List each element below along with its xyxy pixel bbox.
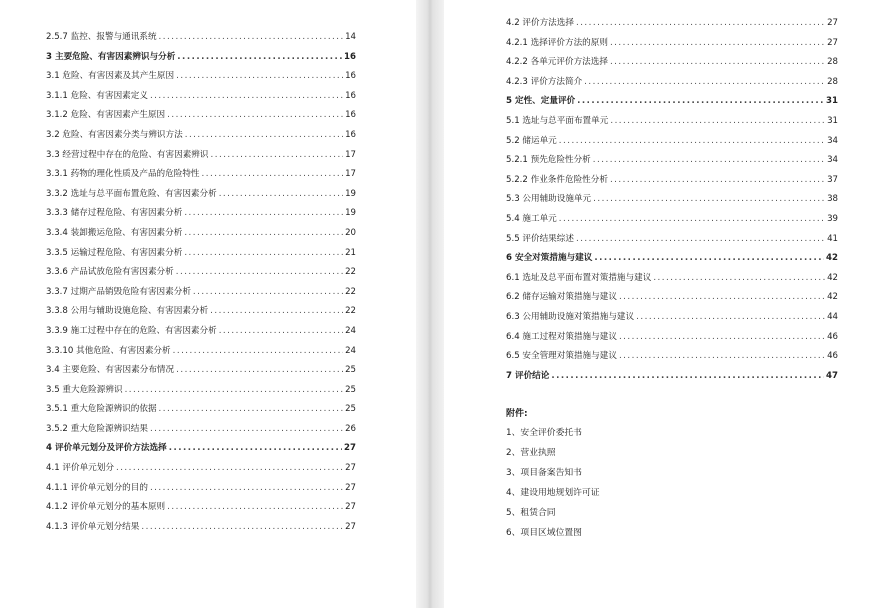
attachments-list xyxy=(506,425,600,545)
toc-entry xyxy=(46,265,356,285)
toc-entry xyxy=(46,148,356,168)
attachment-item: 5、租赁合同 xyxy=(506,508,556,518)
toc-entry-title: 5.2.2 作业条件危险性分析 xyxy=(506,174,608,185)
toc-page-number: 31 xyxy=(826,96,838,107)
toc-entry xyxy=(46,344,356,364)
toc-entry-title: 4.2.2 各单元评价方法选择 xyxy=(506,57,608,68)
toc-leader-dots xyxy=(594,253,824,263)
toc-entry xyxy=(46,304,356,324)
toc-leader-dots xyxy=(559,214,825,224)
toc-entry xyxy=(46,441,356,461)
toc-page-number: 22 xyxy=(345,267,356,278)
toc-page-number: 16 xyxy=(344,51,356,62)
toc-page-number: 27 xyxy=(827,18,838,28)
toc-entry xyxy=(46,402,356,422)
toc-page-number: 16 xyxy=(345,90,356,101)
toc-entry xyxy=(506,232,838,252)
toc-entry xyxy=(506,75,838,95)
toc-leader-dots xyxy=(219,326,343,336)
page-gutter xyxy=(416,0,444,608)
toc-entry xyxy=(46,285,356,305)
toc-entry-title: 2.5.7 监控、报警与通讯系统 xyxy=(46,32,157,42)
toc-leader-dots xyxy=(610,38,825,48)
toc-page-number: 27 xyxy=(344,443,356,454)
toc-entry-title: 4.1.1 评价单元划分的目的 xyxy=(46,482,148,493)
toc-leader-dots xyxy=(193,287,343,297)
toc-entry-title: 6.4 施工过程对策措施与建议 xyxy=(506,331,617,342)
toc-entry-title: 3.5.2 重大危险源辨识结果 xyxy=(46,423,148,434)
attachment-item: 2、营业执照 xyxy=(506,448,556,458)
toc-entry xyxy=(506,94,838,114)
toc-entry xyxy=(506,271,838,291)
toc-entry-title: 3.5.1 重大危险源辨识的依据 xyxy=(46,404,157,415)
toc-entry-title: 3.1 危险、有害因素及其产生原因 xyxy=(46,71,175,82)
toc-leader-dots xyxy=(169,443,342,453)
toc-page-number: 31 xyxy=(827,115,838,126)
toc-entry xyxy=(46,383,356,403)
attachment-item: 1、安全评价委托书 xyxy=(506,428,582,438)
toc-entry xyxy=(46,187,356,207)
toc-entry-title: 3.3.10 其他危险、有害因素分析 xyxy=(46,345,171,356)
toc-entry-title: 3.3.6 产品试放危险有害因素分析 xyxy=(46,267,174,278)
toc-leader-dots xyxy=(551,371,824,381)
toc-leader-dots xyxy=(610,116,825,126)
toc-leader-dots xyxy=(173,346,343,356)
toc-page-number: 27 xyxy=(345,502,356,513)
toc-leader-dots xyxy=(176,267,343,277)
attachment-item: 4、建设用地规划许可证 xyxy=(506,488,600,498)
toc-leader-dots xyxy=(576,18,825,28)
toc-page-number: 17 xyxy=(345,169,356,180)
table-of-contents-left xyxy=(46,30,356,539)
toc-page-number: 38 xyxy=(827,194,838,205)
toc-leader-dots xyxy=(619,351,825,361)
toc-entry-title: 3.3.8 公用与辅助设施危险、有害因素分析 xyxy=(46,306,209,317)
toc-leader-dots xyxy=(141,522,343,532)
toc-entry-title: 5.2 储运单元 xyxy=(506,135,557,146)
toc-entry xyxy=(46,30,356,50)
toc-entry xyxy=(506,369,838,389)
toc-page-number: 20 xyxy=(345,227,356,238)
toc-entry xyxy=(506,330,838,350)
toc-page-number: 37 xyxy=(827,174,838,185)
toc-entry-title: 5.2.1 预先危险性分析 xyxy=(506,155,591,166)
toc-leader-dots xyxy=(210,306,343,316)
toc-page-number: 25 xyxy=(345,384,356,395)
toc-entry xyxy=(506,212,838,232)
toc-page-number: 19 xyxy=(345,208,356,219)
toc-entry xyxy=(506,192,838,212)
toc-entry-title: 4 评价单元划分及评价方法选择 xyxy=(46,443,167,454)
toc-page-number: 16 xyxy=(345,129,356,140)
toc-entry xyxy=(506,16,838,36)
toc-leader-dots xyxy=(610,175,825,185)
toc-entry xyxy=(46,206,356,226)
toc-page-number: 39 xyxy=(827,213,838,224)
toc-page-number: 34 xyxy=(827,155,838,166)
toc-entry xyxy=(506,36,838,56)
toc-entry-title: 5.5 评价结果综述 xyxy=(506,233,574,244)
toc-page-number: 17 xyxy=(345,149,356,160)
toc-leader-dots xyxy=(619,292,825,302)
toc-entry xyxy=(46,167,356,187)
toc-leader-dots xyxy=(125,385,344,395)
toc-entry-title: 6 安全对策措施与建议 xyxy=(506,253,593,264)
toc-entry xyxy=(46,422,356,442)
document-page-right xyxy=(444,0,884,608)
toc-entry-title: 3.4 主要危险、有害因素分布情况 xyxy=(46,365,175,376)
toc-page-number: 27 xyxy=(345,463,356,474)
toc-leader-dots xyxy=(159,32,344,42)
toc-entry-title: 7 评价结论 xyxy=(506,370,550,381)
toc-page-number: 46 xyxy=(827,331,838,342)
toc-page-number: 27 xyxy=(345,521,356,532)
toc-entry-title: 6.5 安全管理对策措施与建议 xyxy=(506,351,617,362)
toc-page-number: 25 xyxy=(345,404,356,415)
attachment-item: 6、项目区域位置图 xyxy=(506,528,582,538)
toc-leader-dots xyxy=(185,130,343,140)
toc-entry xyxy=(46,128,356,148)
toc-leader-dots xyxy=(184,208,343,218)
toc-page-number: 41 xyxy=(827,233,838,244)
toc-entry-title: 3.3.9 施工过程中存在的危险、有害因素分析 xyxy=(46,325,217,336)
toc-page-number: 19 xyxy=(345,188,356,199)
toc-leader-dots xyxy=(211,150,344,160)
table-of-contents-right xyxy=(506,16,838,388)
toc-entry xyxy=(46,500,356,520)
toc-entry-title: 6.3 公用辅助设施对策措施与建议 xyxy=(506,311,635,322)
toc-leader-dots xyxy=(653,273,825,283)
toc-entry xyxy=(506,55,838,75)
toc-leader-dots xyxy=(610,57,825,67)
toc-leader-dots xyxy=(636,312,825,322)
toc-page-number: 27 xyxy=(827,37,838,48)
toc-entry-title: 3.1.1 危险、有害因素定义 xyxy=(46,90,148,101)
toc-leader-dots xyxy=(576,234,825,244)
toc-leader-dots xyxy=(219,189,343,199)
toc-entry-title: 5.4 施工单元 xyxy=(506,213,557,224)
toc-leader-dots xyxy=(176,365,343,375)
toc-entry-title: 5.3 公用辅助设施单元 xyxy=(506,194,592,205)
toc-entry-title: 3.3.1 药物的理化性质及产品的危险特性 xyxy=(46,169,200,180)
toc-entry-title: 3.5 重大危险源辨识 xyxy=(46,384,123,395)
toc-page-number: 22 xyxy=(345,306,356,317)
toc-entry-title: 4.2.1 选择评价方法的原则 xyxy=(506,37,608,48)
toc-leader-dots xyxy=(176,71,343,81)
toc-entry xyxy=(506,310,838,330)
toc-entry xyxy=(46,50,356,70)
toc-entry-title: 3.3 经营过程中存在的危险、有害因素辨识 xyxy=(46,149,209,160)
toc-page-number: 42 xyxy=(826,253,838,264)
toc-page-number: 26 xyxy=(345,423,356,434)
toc-entry-title: 4.1.3 评价单元划分结果 xyxy=(46,521,140,532)
toc-entry-title: 3.1.2 危险、有害因素产生原因 xyxy=(46,110,166,121)
toc-entry-title: 3.3.4 装卸搬运危险、有害因素分析 xyxy=(46,227,183,238)
toc-entry-title: 3.3.5 运输过程危险、有害因素分析 xyxy=(46,247,183,258)
toc-entry-title: 3.2 危险、有害因素分类与辨识方法 xyxy=(46,129,183,140)
toc-entry-title: 3 主要危险、有害因素辨识与分析 xyxy=(46,51,176,62)
toc-leader-dots xyxy=(177,52,342,62)
toc-entry xyxy=(506,349,838,369)
toc-leader-dots xyxy=(184,228,343,238)
toc-leader-dots xyxy=(593,155,825,165)
toc-page-number: 14 xyxy=(345,32,356,42)
toc-page-number: 25 xyxy=(345,365,356,376)
toc-entry-title: 3.3.2 选址与总平面布置危险、有害因素分析 xyxy=(46,188,217,199)
toc-page-number: 22 xyxy=(345,286,356,297)
toc-entry xyxy=(46,324,356,344)
toc-entry xyxy=(46,246,356,266)
toc-leader-dots xyxy=(202,169,344,179)
toc-page-number: 24 xyxy=(345,325,356,336)
toc-entry xyxy=(506,251,838,271)
toc-leader-dots xyxy=(559,136,825,146)
attachment-item: 3、项目备案告知书 xyxy=(506,468,582,478)
toc-page-number: 16 xyxy=(345,110,356,121)
toc-page-number: 42 xyxy=(827,292,838,303)
toc-entry-title: 3.3.7 过期产品销毁危险有害因素分析 xyxy=(46,286,191,297)
document-page-left xyxy=(0,0,416,608)
toc-leader-dots xyxy=(116,463,343,473)
toc-leader-dots xyxy=(159,404,344,414)
toc-leader-dots xyxy=(167,110,343,120)
toc-entry-title: 6.1 选址及总平面布置对策措施与建议 xyxy=(506,272,652,283)
toc-page-number: 21 xyxy=(345,247,356,258)
toc-entry-title: 4.1.2 评价单元划分的基本原则 xyxy=(46,502,166,513)
toc-entry xyxy=(46,481,356,501)
toc-entry xyxy=(506,114,838,134)
toc-entry xyxy=(46,520,356,540)
toc-leader-dots xyxy=(577,96,824,106)
attachments-heading: 附件: xyxy=(506,409,528,419)
toc-page-number: 24 xyxy=(345,345,356,356)
toc-leader-dots xyxy=(150,483,343,493)
toc-entry xyxy=(506,153,838,173)
toc-entry xyxy=(506,134,838,154)
toc-page-number: 34 xyxy=(827,135,838,146)
toc-page-number: 44 xyxy=(827,311,838,322)
toc-entry-title: 6.2 储存运输对策措施与建议 xyxy=(506,292,617,303)
toc-leader-dots xyxy=(593,194,825,204)
toc-entry-title: 5.1 选址与总平面布置单元 xyxy=(506,115,609,126)
toc-entry xyxy=(46,69,356,89)
toc-leader-dots xyxy=(167,502,343,512)
toc-entry xyxy=(506,173,838,193)
toc-entry xyxy=(46,363,356,383)
toc-entry xyxy=(46,89,356,109)
toc-leader-dots xyxy=(584,77,825,87)
toc-entry xyxy=(46,226,356,246)
toc-entry-title: 4.2 评价方法选择 xyxy=(506,18,574,28)
toc-entry xyxy=(46,108,356,128)
toc-entry-title: 3.3.3 储存过程危险、有害因素分析 xyxy=(46,208,183,219)
toc-entry-title: 5 定性、定量评价 xyxy=(506,96,576,107)
toc-page-number: 46 xyxy=(827,351,838,362)
toc-page-number: 42 xyxy=(827,272,838,283)
toc-page-number: 28 xyxy=(827,76,838,87)
toc-leader-dots xyxy=(150,424,343,434)
toc-entry xyxy=(46,461,356,481)
toc-leader-dots xyxy=(150,91,343,101)
toc-leader-dots xyxy=(619,332,825,342)
toc-page-number: 47 xyxy=(826,370,838,381)
toc-page-number: 16 xyxy=(345,71,356,82)
toc-entry-title: 4.1 评价单元划分 xyxy=(46,463,114,474)
toc-entry xyxy=(506,290,838,310)
toc-entry-title: 4.2.3 评价方法简介 xyxy=(506,76,583,87)
toc-page-number: 28 xyxy=(827,57,838,68)
toc-page-number: 27 xyxy=(345,482,356,493)
toc-leader-dots xyxy=(184,248,343,258)
